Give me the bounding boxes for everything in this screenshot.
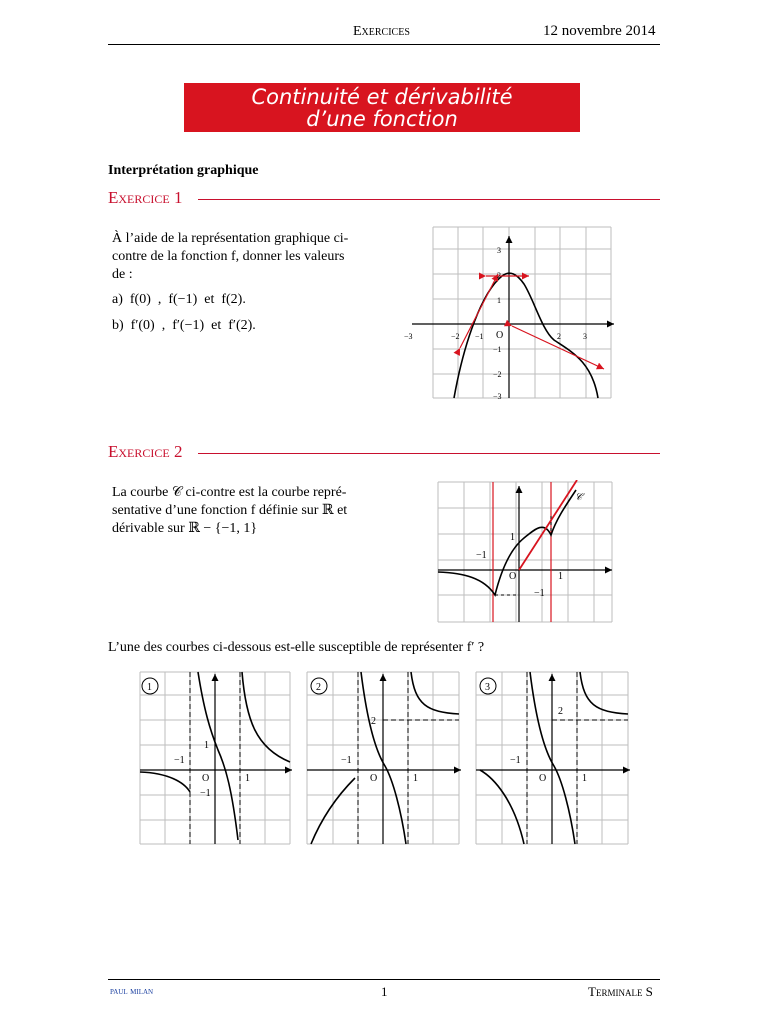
y-tick-label: 1 [497,296,501,305]
choice-graph-3 [474,670,632,846]
x-tick-label: 3 [583,332,587,341]
footer-author: paul milan [110,986,154,997]
curve-branch [242,672,290,762]
origin-label: O [202,773,210,784]
x-tick-label: −1 [341,755,352,766]
header-section: Exercices [353,24,410,39]
y-tick-label: −1 [200,788,211,799]
exercise-2-heading: Exercice 2 [108,442,183,461]
x-tick-label: 2 [557,332,561,341]
x-tick-label: −1 [475,332,484,341]
y-tick-label: −2 [493,370,502,379]
y-tick-label: −1 [493,345,502,354]
x-tick-label: 1 [245,773,250,784]
choice-graph-1 [138,670,294,846]
y-tick-label: 2 [558,706,563,717]
x-tick-label: −3 [404,332,413,341]
footer-level: Terminale S [588,984,653,999]
y-tick-label: 1 [510,532,515,543]
exercise-1-text [112,230,382,284]
y-tick-label: −1 [534,588,545,599]
choice-graph-2 [305,670,463,846]
y-tick-label: 3 [497,246,501,255]
x-tick-label: −1 [174,755,185,766]
origin-label: O [539,773,547,784]
exercise-2-rule [198,453,660,454]
footer-page-number: 1 [381,984,388,999]
x-tick-label: −1 [510,755,521,766]
exercise-2-text-line-1: La courbe 𝒞 ci-contre est la courbe repré- [112,485,347,500]
x-tick-label: 1 [413,773,418,784]
curve-branch [580,672,628,714]
exercise-2-question: L’une des courbes ci-dessous est-elle susceptible de représenter f′ ? [108,640,485,655]
curve-label: 𝒞 [575,492,583,503]
x-tick-label: 1 [558,571,563,582]
choice-number: 1 [147,682,152,693]
page-title [184,83,580,132]
exercise-1-heading: Exercice 1 [108,188,183,207]
x-tick-label: 1 [582,773,587,784]
y-tick-label: 2 [497,271,501,280]
origin-label: O [509,571,517,582]
y-tick-label: 2 [371,716,376,727]
curve-branch [198,672,238,840]
exercise-2-graph [434,480,616,626]
y-tick-label: 1 [204,740,209,751]
exercise-2-text [112,484,384,538]
title-line-1: Continuité et dérivabilité [251,85,513,109]
y-tick-label: −3 [493,392,502,401]
subheading: Interprétation graphique [108,163,259,178]
header-date: 12 novembre 2014 [543,23,656,39]
choice-number: 3 [485,682,490,693]
curve-c [438,490,576,595]
origin-label: O [370,773,378,784]
exercise-1-text-line-2: contre de la fonction f, donner les valeurs [112,249,345,264]
title-line-2: d’une fonction [306,107,458,131]
exercise-1-item-a: a) f(0) , f(−1) et f(2). [112,292,246,307]
exercise-1-item-b: b) f′(0) , f′(−1) et f′(2). [112,318,256,333]
curve-branch [411,672,459,714]
x-tick-label: −1 [476,550,487,561]
choice-number: 2 [316,682,321,693]
exercise-2-text-line-3: dérivable sur ℝ − {−1, 1} [112,521,258,536]
exercise-1-rule [198,199,660,200]
exercise-1-graph [402,222,618,402]
footer-rule [108,979,660,980]
origin-label: O [496,330,504,341]
x-tick-label: −2 [451,332,460,341]
exercise-1-text-line-3: de : [112,267,133,282]
exercise-2-text-line-2: sentative d’une fonction f définie sur ℝ et [112,503,348,518]
exercise-1-text-line-1: À l’aide de la représentation graphique ci- [112,231,349,246]
header-rule [108,44,660,45]
